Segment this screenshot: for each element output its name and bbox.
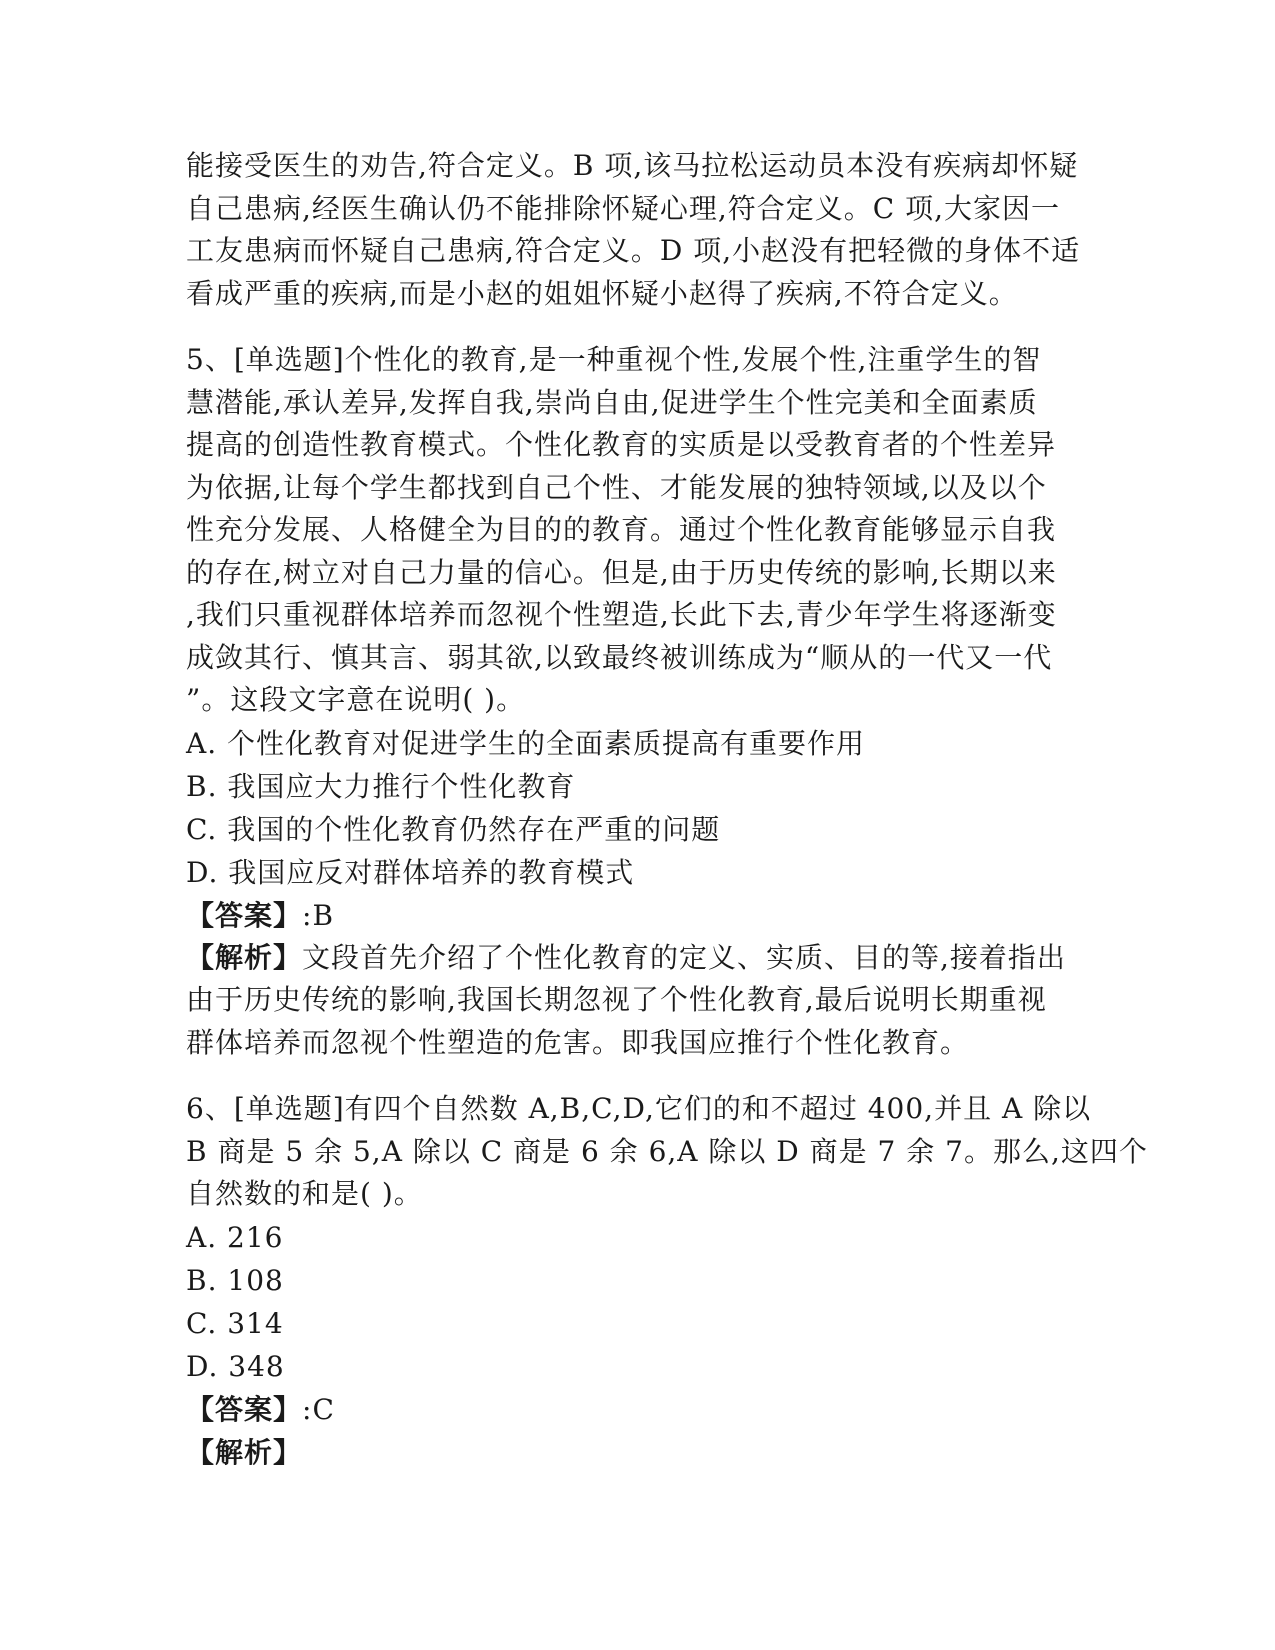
question-6	[186, 1088, 1148, 1474]
question-5	[186, 339, 1091, 1064]
question-line: 6、[单选题]有四个自然数 A,B,C,D,它们的和不超过 400,并且 A 除以	[186, 1092, 1092, 1125]
option-d: D. 我国应反对群体培养的教育模式	[186, 855, 635, 889]
question-line: 为依据,让每个学生都找到自己个性、才能发展的独特领域,以及以个	[186, 470, 1047, 504]
question-line: B 商是 5 余 5,A 除以 C 商是 6 余 6,A 除以 D 商是 7 余 7。那么,这四个	[186, 1134, 1148, 1168]
option-a: A. 个性化教育对促进学生的全面素质提高有重要作用	[186, 726, 866, 760]
answer-label: 【答案】	[186, 1392, 303, 1426]
question-5-options	[186, 722, 1091, 894]
option-d: D. 348	[186, 1349, 285, 1383]
answer-line	[186, 894, 1091, 937]
intro-line: 看成严重的疾病,而是小赵的姐姐怀疑小赵得了疾病,不符合定义。	[186, 276, 1018, 310]
question-line: 成敛其行、慎其言、弱其欲,以致最终被训练成为“顺从的一代又一代	[186, 640, 1053, 674]
question-6-stem	[186, 1088, 1148, 1216]
option-c: C. 我国的个性化教育仍然存在严重的问题	[186, 812, 721, 846]
analysis-line	[186, 937, 1091, 980]
analysis-line: 由于历史传统的影响,我国长期忽视了个性化教育,最后说明长期重视	[186, 983, 1047, 1016]
paragraph-gap	[186, 315, 1091, 339]
option-c: C. 314	[186, 1306, 284, 1340]
question-line: 提高的创造性教育模式。个性化教育的实质是以受教育者的个性差异	[186, 428, 1057, 461]
question-line: 的存在,树立对自己力量的信心。但是,由于历史传统的影响,长期以来	[186, 555, 1057, 589]
document-page	[186, 145, 1148, 1474]
option-b: B. 我国应大力推行个性化教育	[186, 769, 576, 803]
question-line: 性充分发展、人格健全为目的的教育。通过个性化教育能够显示自我	[186, 513, 1057, 546]
question-5-stem	[186, 339, 1091, 722]
analysis-label: 【解析】	[186, 1435, 303, 1469]
intro-paragraph	[186, 145, 1091, 315]
answer-label: 【答案】	[186, 898, 303, 932]
answer-value: :C	[302, 1392, 335, 1426]
question-line: 慧潜能,承认差异,发挥自我,崇尚自由,促进学生个性完美和全面素质	[186, 385, 1038, 419]
question-line: 5、[单选题]个性化的教育,是一种重视个性,发展个性,注重学生的智	[186, 343, 1042, 376]
analysis-line: 群体培养而忽视个性塑造的危害。即我国应推行个性化教育。	[186, 1025, 970, 1059]
question-6-options	[186, 1216, 1091, 1388]
option-a: A. 216	[186, 1220, 284, 1254]
analysis-label: 【解析】	[186, 940, 303, 974]
answer-line	[186, 1388, 1091, 1431]
question-line: ”。这段文字意在说明( )。	[186, 683, 526, 716]
answer-value: :B	[302, 898, 335, 932]
option-b: B. 108	[186, 1263, 284, 1297]
question-line: ,我们只重视群体培养而忽视个性塑造,长此下去,青少年学生将逐渐变	[186, 598, 1057, 631]
analysis-text: 文段首先介绍了个性化教育的定义、实质、目的等,接着指出	[302, 940, 1066, 974]
analysis-block	[186, 937, 1091, 1065]
intro-line: 工友患病而怀疑自己患病,符合定义。D 项,小赵没有把轻微的身体不适	[186, 234, 1081, 267]
intro-line: 自己患病,经医生确认仍不能排除怀疑心理,符合定义。C 项,大家因一	[186, 191, 1061, 225]
question-line: 自然数的和是( )。	[186, 1177, 423, 1210]
intro-line: 能接受医生的劝告,符合定义。B 项,该马拉松运动员本没有疾病却怀疑	[186, 149, 1079, 182]
paragraph-gap	[186, 1064, 1091, 1088]
